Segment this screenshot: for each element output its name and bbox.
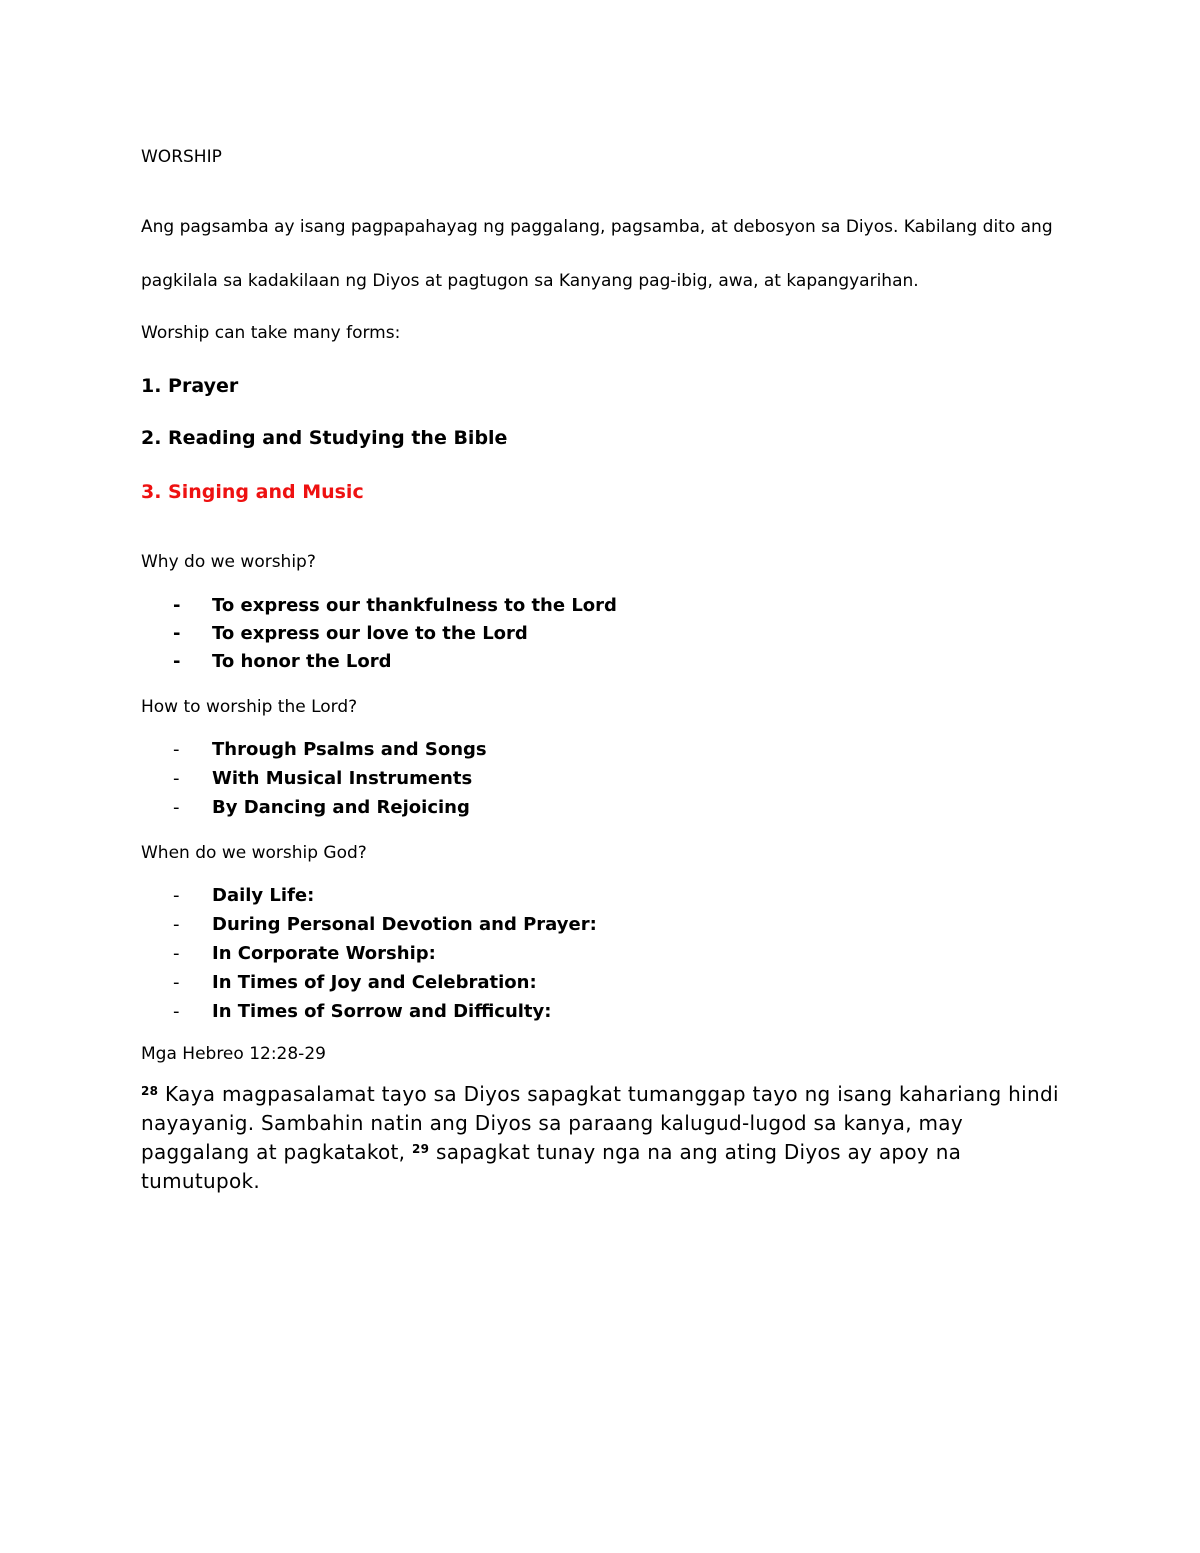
scripture-verse: [141, 1080, 1071, 1196]
forms-intro: Worship can take many forms:: [141, 323, 401, 343]
verse-number-29: 29: [412, 1142, 430, 1156]
verse-text-28: Kaya magpasalamat tayo sa Diyos sapagkat tumanggap tayo ng isang kahariang hindi nayayanig. Sambahin natin ang Diyos sa paraang kalugud-lugod sa kanya, may paggalang at pagkatakot,: [141, 1082, 1059, 1164]
list-item-text: To express our love to the Lord: [212, 623, 528, 644]
intro-paragraph-line-2: pagkilala sa kadakilaan ng Diyos at pagtugon sa Kanyang pag-ibig, awa, at kapangyarihan.: [141, 271, 919, 291]
dash-bullet: -: [173, 623, 181, 644]
dash-bullet: -: [173, 885, 180, 906]
dash-bullet: -: [173, 768, 180, 789]
dash-bullet: -: [173, 914, 180, 935]
how-question: How to worship the Lord?: [141, 697, 358, 717]
document-title: WORSHIP: [141, 147, 222, 167]
list-item-text: To express our thankfulness to the Lord: [212, 595, 617, 616]
list-item-text: To honor the Lord: [212, 651, 392, 672]
form-item-prayer: 1. Prayer: [141, 375, 239, 397]
verse-number-28: 28: [141, 1084, 159, 1098]
scripture-reference: Mga Hebreo 12:28-29: [141, 1044, 326, 1064]
list-item-text: During Personal Devotion and Prayer:: [212, 914, 597, 935]
intro-paragraph-line-1: Ang pagsamba ay isang pagpapahayag ng paggalang, pagsamba, at debosyon sa Diyos. Kabilang dito ang: [141, 217, 1053, 237]
list-item-text: In Times of Joy and Celebration:: [212, 972, 537, 993]
list-item-text: Through Psalms and Songs: [212, 739, 487, 760]
why-question: Why do we worship?: [141, 552, 316, 572]
list-item-text: By Dancing and Rejoicing: [212, 797, 470, 818]
list-item-text: With Musical Instruments: [212, 768, 473, 789]
list-item-text: Daily Life:: [212, 885, 315, 906]
list-item-text: In Corporate Worship:: [212, 943, 436, 964]
dash-bullet: -: [173, 943, 180, 964]
dash-bullet: -: [173, 797, 180, 818]
dash-bullet: -: [173, 651, 181, 672]
dash-bullet: -: [173, 1001, 180, 1022]
dash-bullet: -: [173, 972, 180, 993]
dash-bullet: -: [173, 739, 180, 760]
dash-bullet: -: [173, 595, 181, 616]
list-item-text: In Times of Sorrow and Difficulty:: [212, 1001, 552, 1022]
form-item-singing: 3. Singing and Music: [141, 481, 364, 503]
when-question: When do we worship God?: [141, 843, 367, 863]
verse-text-29: sapagkat tunay nga na ang ating Diyos ay apoy na tumutupok.: [141, 1140, 962, 1193]
form-item-bible: 2. Reading and Studying the Bible: [141, 427, 508, 449]
